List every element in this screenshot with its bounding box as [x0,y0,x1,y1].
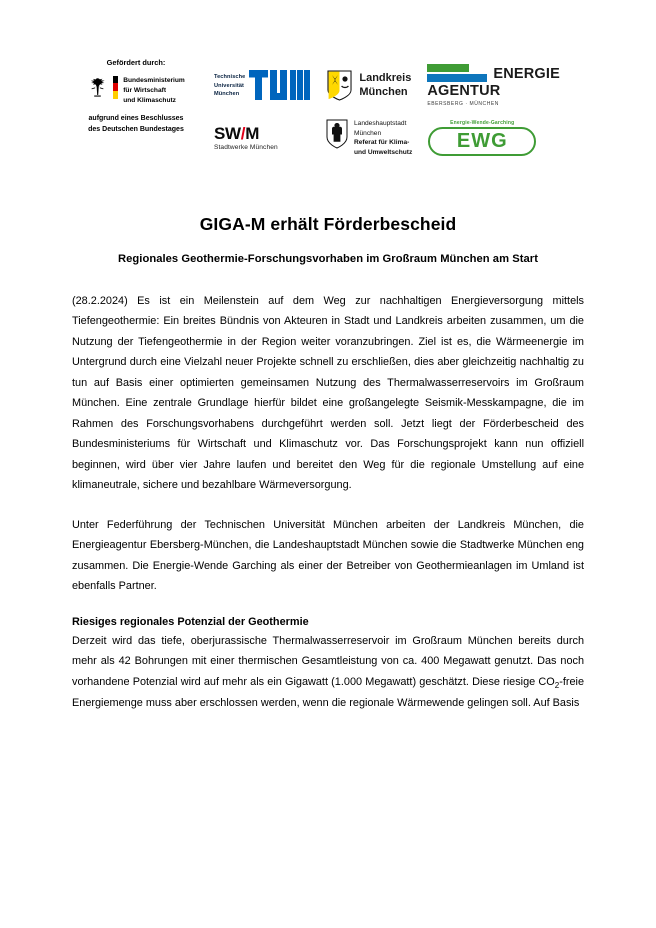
partner-logo-row-1 [214,64,584,107]
swm-wordmark [214,125,310,142]
partner-logo-row-2 [214,119,584,158]
ministry-name-line3: und Klimaschutz [123,96,176,104]
paragraph-2: Unter Federführung der Technischen Universität München arbeiten der Landkreis München, die Energieagentur Ebersberg-München, die Landeshauptstadt München sowie die Stadtwerke München eng zusammen. Die Energie-Wende Garching als einer der Betreiber von Geothermieanlagen im Umland ist ebenfalls Partner. [72,518,584,593]
partner-logo-grid [214,58,584,158]
tum-wordmark [214,70,249,100]
funding-label: Gefördert durch: [106,58,166,67]
landeshauptstadt-muenchen-logo [326,119,412,158]
muenchner-kindl-icon [326,119,348,149]
ministry-name-line1: Bundesministerium [123,76,185,84]
bmwk-funding-block [72,58,200,135]
energieagentur-bars-icon [427,64,487,82]
page-title: GIGA-M erhält Förderbescheid [199,213,457,234]
article-body [72,158,584,714]
swm-subtitle: Stadtwerke München [214,144,278,152]
ewg-claim: Energie-Wende-Garching [450,120,515,127]
logo-header-band [72,0,584,158]
paragraph-1: (28.2.2024) Es ist ein Meilenstein auf dem Weg zur nachhaltigen Energieversorgung mittels Tiefengeothermie: Ein breites Bündnis von Akteuren in Stadt und Landkreis arbeiten zusammen, um die Nutzung der Tiefengeothermie in der Region weiter voranzubringen. Ziel ist es, die Wärmeenergie im Untergrund durch eine Vielzahl neuer Projekte schnell zu erschließen, dies aber gleichzeitig nachhaltig zu tun auf Basis einer optimierten gemeinsamen Nutzung des Thermalwasserreservoirs im Großraum München. Eine zentrale Grundlage hierfür bildet eine großangelegte Seismik-Messkampagne, die im Rahmen des Forschungsvorhabens durchgeführt werden soll. Jetzt liegt der Förderbescheid des Bundesministeriums für Wirtschaft und Klimaschutz vor. Das Forschungsprojekt kann nun offiziell beginnen, wird über vier Jahre laufen und bereitet den Weg für die regionale Umstellung auf eine klimaneutrale, sichere und bezahlbare Wärmeversorgung. [72,294,584,492]
paragraph-3-part-2: -freie Energiemenge muss aber erschlossen werden, wenn die regionale Wärmewende gelingen soll. Auf Basis [72,675,584,709]
landkreis-line-1: Landkreis [359,72,412,85]
lhm-line-2: München [354,129,382,137]
energieagentur-word-1: ENERGIE [493,65,561,82]
section-heading-potenzial: Riesiges regionales Potenzial der Geothermie [72,615,309,628]
energieagentur-word-2: AGENTUR [427,83,501,99]
ministry-name-line2: für Wirtschaft [123,86,167,94]
bundestag-note-line2: des Deutschen Bundestages [88,125,184,133]
tum-monogram-icon [249,70,311,100]
lhm-line-1: Landeshauptstadt [354,119,407,127]
energieagentur-logo [427,64,561,107]
landkreis-wordmark [359,71,411,99]
landkreis-line-2: München [359,86,408,99]
page-subtitle: Regionales Geothermie-Forschungsvorhaben im Großraum München am Start [118,252,538,265]
co2-subscript: 2 [554,680,560,690]
ministry-name [123,76,185,106]
bundestag-resolution-note [72,114,200,134]
federal-eagle-icon [87,76,108,99]
lhm-line-4: und Umweltschutz [354,149,413,157]
bundestag-note-line1: aufgrund eines Beschlusses [88,115,184,123]
lhm-line-3: Referat für Klima- [354,139,410,147]
swm-logo [214,125,310,151]
swm-word-slash: / [240,124,246,144]
landkreis-muenchen-logo [327,70,411,101]
tum-logo [214,70,311,100]
landkreis-coat-of-arms-icon [327,70,352,101]
paragraph-3-part-1: Derzeit wird das tiefe, oberjurassische Thermalwasserreservoir im Großraum München bereits durch mehr als 42 Bohrungen mit einer thermischen Gesamtleistung von ca. 400 Megawatt genutzt. Das noch vorhandene Potenzial wird auf mehr als ein Gigawatt (1.000 Megawatt) geschätzt. Diese riesige CO [72,634,584,688]
german-flag-icon [113,76,118,99]
swm-word-post: M [245,124,260,144]
landeshauptstadt-wordmark [354,119,412,158]
energieagentur-top [427,64,561,84]
swm-word-pre: SW [214,124,241,144]
ewg-wordmark: EWG [428,127,536,156]
paragraph-3 [72,631,584,714]
tum-line-3: München [214,91,240,98]
tum-line-1: Technische [214,74,246,81]
tum-line-2: Universität [214,82,245,89]
ewg-logo [428,120,536,156]
energieagentur-subtitle: EBERSBERG · MÜNCHEN [427,100,499,107]
